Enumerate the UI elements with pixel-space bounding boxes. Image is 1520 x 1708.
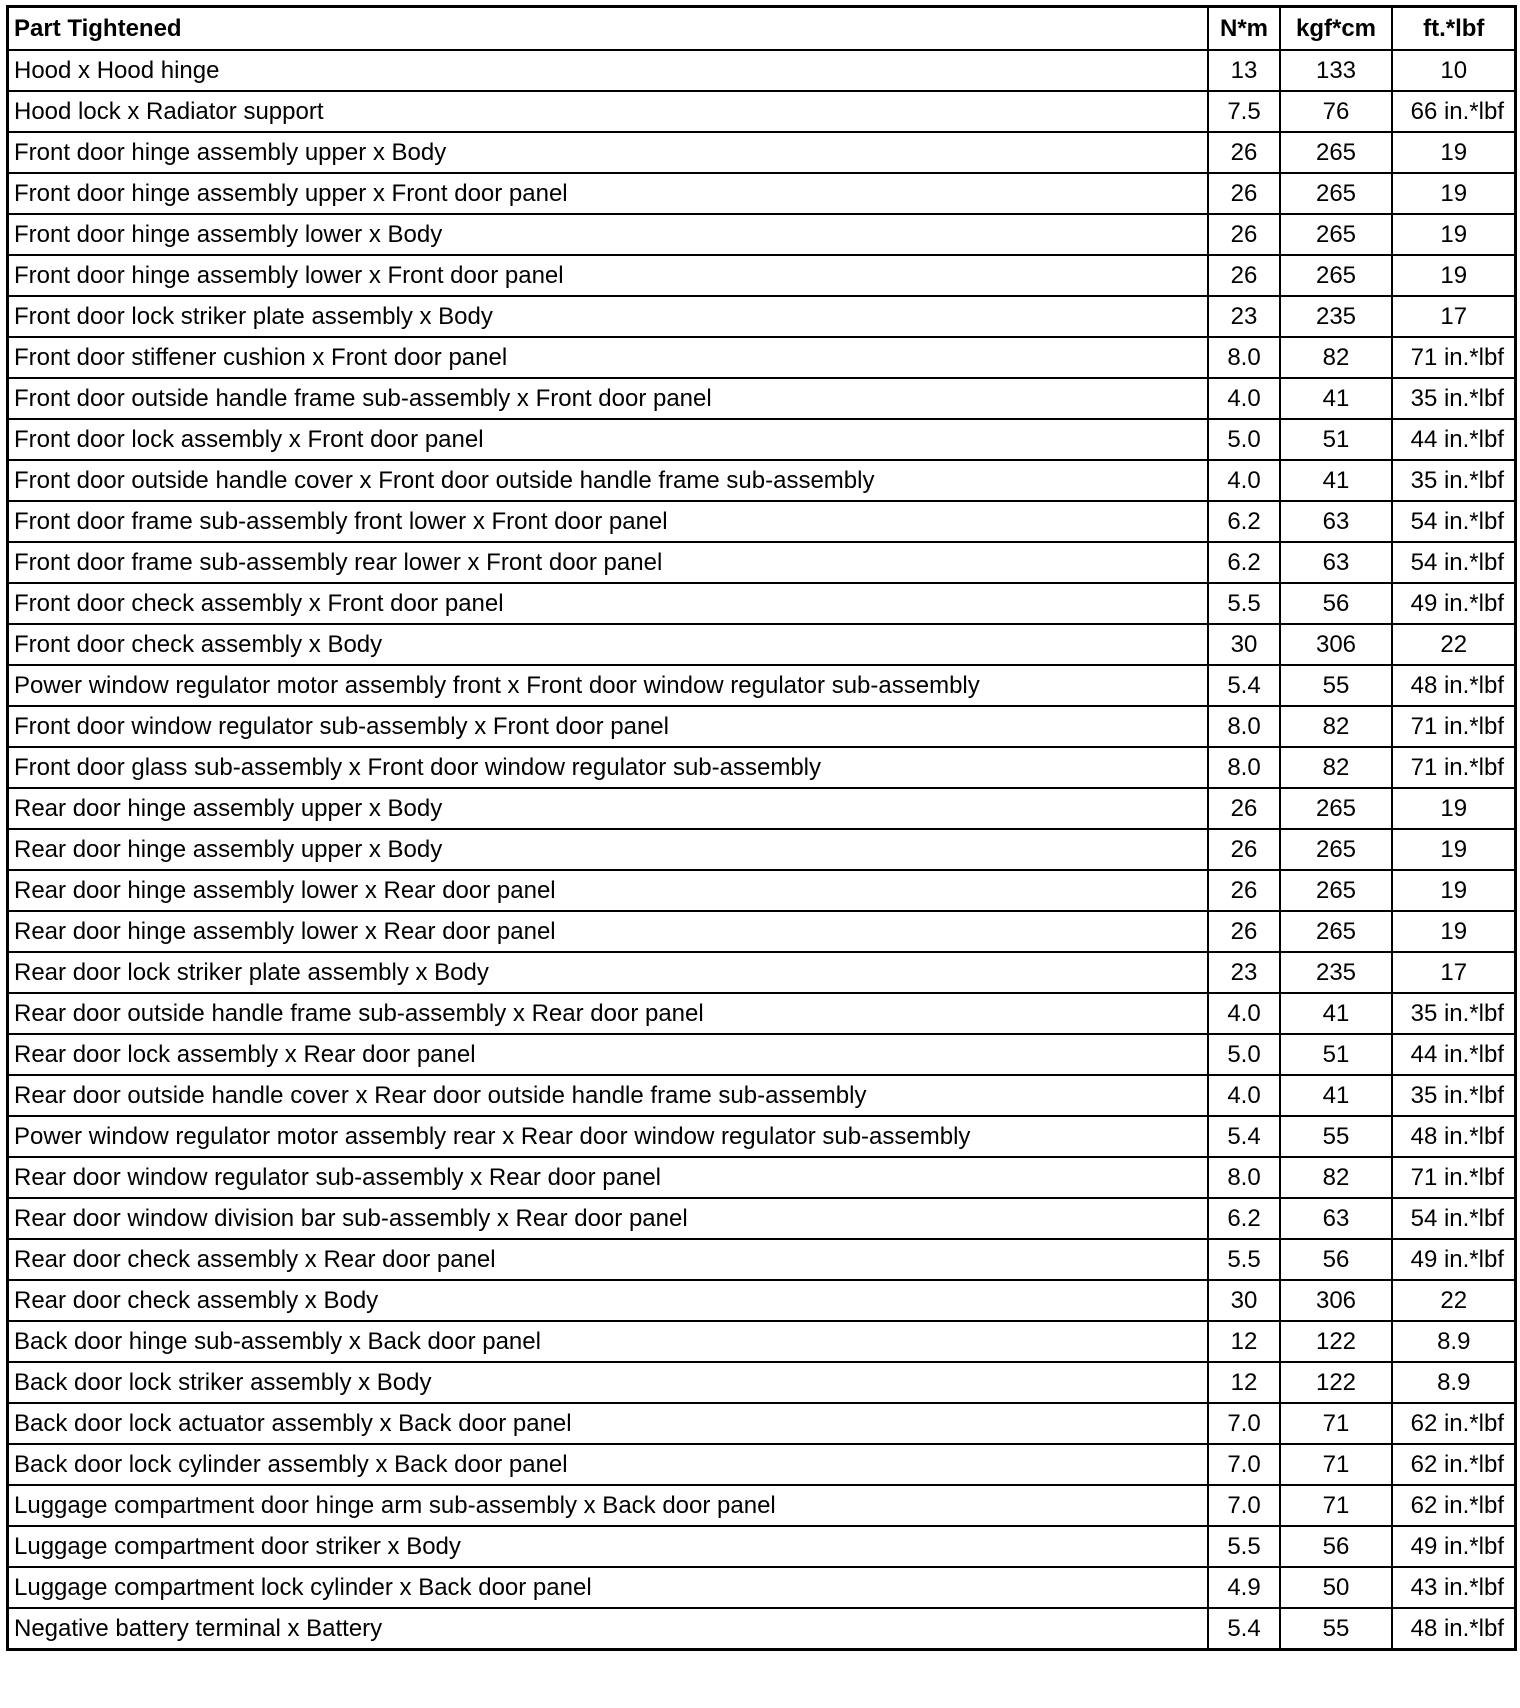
part-tightened-cell: Power window regulator motor assembly rear x Rear door window regulator sub-assembly [8,1116,1208,1157]
ftlbf-cell: 19 [1392,829,1516,870]
kgfcm-cell: 56 [1280,583,1392,624]
kgfcm-cell: 55 [1280,1116,1392,1157]
nm-cell: 7.5 [1208,91,1280,132]
ftlbf-cell: 35 in.*lbf [1392,460,1516,501]
nm-cell: 12 [1208,1362,1280,1403]
nm-cell: 8.0 [1208,337,1280,378]
kgfcm-cell: 41 [1280,993,1392,1034]
torque-specification-table [6,5,1517,1651]
kgfcm-cell: 82 [1280,337,1392,378]
kgfcm-cell: 76 [1280,91,1392,132]
kgfcm-cell: 82 [1280,747,1392,788]
nm-cell: 5.4 [1208,1116,1280,1157]
nm-cell: 23 [1208,952,1280,993]
header-part-tightened: Part Tightened [8,7,1208,51]
part-tightened-cell: Rear door check assembly x Rear door panel [8,1239,1208,1280]
part-tightened-cell: Rear door outside handle cover x Rear door outside handle frame sub-assembly [8,1075,1208,1116]
table-row [8,1034,1516,1075]
nm-cell: 4.0 [1208,460,1280,501]
kgfcm-cell: 265 [1280,255,1392,296]
table-row [8,91,1516,132]
nm-cell: 7.0 [1208,1444,1280,1485]
nm-cell: 8.0 [1208,1157,1280,1198]
table-row [8,173,1516,214]
kgfcm-cell: 63 [1280,542,1392,583]
kgfcm-cell: 41 [1280,460,1392,501]
kgfcm-cell: 63 [1280,501,1392,542]
ftlbf-cell: 43 in.*lbf [1392,1567,1516,1608]
nm-cell: 4.0 [1208,993,1280,1034]
table-row [8,255,1516,296]
ftlbf-cell: 35 in.*lbf [1392,378,1516,419]
table-row [8,1526,1516,1567]
kgfcm-cell: 235 [1280,296,1392,337]
table-row [8,419,1516,460]
ftlbf-cell: 35 in.*lbf [1392,1075,1516,1116]
part-tightened-cell: Power window regulator motor assembly front x Front door window regulator sub-assembly [8,665,1208,706]
part-tightened-cell: Rear door lock assembly x Rear door panel [8,1034,1208,1075]
kgfcm-cell: 265 [1280,829,1392,870]
part-tightened-cell: Front door hinge assembly lower x Body [8,214,1208,255]
nm-cell: 8.0 [1208,706,1280,747]
ftlbf-cell: 54 in.*lbf [1392,542,1516,583]
kgfcm-cell: 41 [1280,378,1392,419]
part-tightened-cell: Front door check assembly x Body [8,624,1208,665]
table-row [8,1444,1516,1485]
part-tightened-cell: Front door hinge assembly upper x Body [8,132,1208,173]
table-row [8,665,1516,706]
ftlbf-cell: 49 in.*lbf [1392,1239,1516,1280]
part-tightened-cell: Hood x Hood hinge [8,50,1208,91]
ftlbf-cell: 10 [1392,50,1516,91]
nm-cell: 26 [1208,829,1280,870]
table-row [8,337,1516,378]
table-row [8,1485,1516,1526]
nm-cell: 5.4 [1208,1608,1280,1650]
ftlbf-cell: 54 in.*lbf [1392,501,1516,542]
part-tightened-cell: Back door hinge sub-assembly x Back door panel [8,1321,1208,1362]
table-header [8,7,1516,51]
part-tightened-cell: Rear door window regulator sub-assembly x Rear door panel [8,1157,1208,1198]
table-row [8,1075,1516,1116]
header-row [8,7,1516,51]
part-tightened-cell: Front door glass sub-assembly x Front door window regulator sub-assembly [8,747,1208,788]
ftlbf-cell: 8.9 [1392,1362,1516,1403]
kgfcm-cell: 55 [1280,1608,1392,1650]
nm-cell: 6.2 [1208,542,1280,583]
ftlbf-cell: 22 [1392,1280,1516,1321]
kgfcm-cell: 71 [1280,1444,1392,1485]
table-row [8,460,1516,501]
table-row [8,1608,1516,1650]
kgfcm-cell: 306 [1280,624,1392,665]
table-row [8,993,1516,1034]
table-row [8,132,1516,173]
part-tightened-cell: Hood lock x Radiator support [8,91,1208,132]
ftlbf-cell: 54 in.*lbf [1392,1198,1516,1239]
kgfcm-cell: 63 [1280,1198,1392,1239]
table-row [8,1239,1516,1280]
nm-cell: 26 [1208,911,1280,952]
ftlbf-cell: 49 in.*lbf [1392,1526,1516,1567]
kgfcm-cell: 265 [1280,132,1392,173]
kgfcm-cell: 82 [1280,1157,1392,1198]
kgfcm-cell: 122 [1280,1321,1392,1362]
kgfcm-cell: 306 [1280,1280,1392,1321]
ftlbf-cell: 62 in.*lbf [1392,1485,1516,1526]
kgfcm-cell: 71 [1280,1403,1392,1444]
table-row [8,952,1516,993]
part-tightened-cell: Front door lock assembly x Front door panel [8,419,1208,460]
ftlbf-cell: 19 [1392,173,1516,214]
kgfcm-cell: 50 [1280,1567,1392,1608]
part-tightened-cell: Front door lock striker plate assembly x Body [8,296,1208,337]
table-row [8,870,1516,911]
header-nm: N*m [1208,7,1280,51]
part-tightened-cell: Front door frame sub-assembly rear lower x Front door panel [8,542,1208,583]
ftlbf-cell: 19 [1392,788,1516,829]
table-row [8,542,1516,583]
table-row [8,747,1516,788]
table-row [8,1116,1516,1157]
part-tightened-cell: Rear door lock striker plate assembly x Body [8,952,1208,993]
table-row [8,788,1516,829]
ftlbf-cell: 71 in.*lbf [1392,337,1516,378]
ftlbf-cell: 62 in.*lbf [1392,1444,1516,1485]
table-row [8,1403,1516,1444]
kgfcm-cell: 265 [1280,911,1392,952]
nm-cell: 26 [1208,255,1280,296]
ftlbf-cell: 71 in.*lbf [1392,706,1516,747]
kgfcm-cell: 71 [1280,1485,1392,1526]
part-tightened-cell: Front door outside handle frame sub-assembly x Front door panel [8,378,1208,419]
nm-cell: 26 [1208,173,1280,214]
header-kgfcm: kgf*cm [1280,7,1392,51]
table-row [8,583,1516,624]
kgfcm-cell: 265 [1280,214,1392,255]
part-tightened-cell: Front door hinge assembly lower x Front door panel [8,255,1208,296]
part-tightened-cell: Front door outside handle cover x Front door outside handle frame sub-assembly [8,460,1208,501]
ftlbf-cell: 22 [1392,624,1516,665]
nm-cell: 5.0 [1208,419,1280,460]
ftlbf-cell: 62 in.*lbf [1392,1403,1516,1444]
part-tightened-cell: Rear door hinge assembly upper x Body [8,829,1208,870]
ftlbf-cell: 8.9 [1392,1321,1516,1362]
nm-cell: 26 [1208,214,1280,255]
part-tightened-cell: Front door stiffener cushion x Front door panel [8,337,1208,378]
kgfcm-cell: 235 [1280,952,1392,993]
table-row [8,214,1516,255]
ftlbf-cell: 19 [1392,911,1516,952]
nm-cell: 6.2 [1208,501,1280,542]
part-tightened-cell: Front door check assembly x Front door panel [8,583,1208,624]
table-row [8,624,1516,665]
nm-cell: 5.5 [1208,1239,1280,1280]
ftlbf-cell: 19 [1392,214,1516,255]
ftlbf-cell: 49 in.*lbf [1392,583,1516,624]
part-tightened-cell: Rear door window division bar sub-assembly x Rear door panel [8,1198,1208,1239]
part-tightened-cell: Luggage compartment door hinge arm sub-assembly x Back door panel [8,1485,1208,1526]
ftlbf-cell: 71 in.*lbf [1392,1157,1516,1198]
nm-cell: 5.5 [1208,583,1280,624]
kgfcm-cell: 56 [1280,1239,1392,1280]
table-row [8,296,1516,337]
nm-cell: 12 [1208,1321,1280,1362]
ftlbf-cell: 17 [1392,952,1516,993]
header-ftlbf: ft.*lbf [1392,7,1516,51]
part-tightened-cell: Negative battery terminal x Battery [8,1608,1208,1650]
nm-cell: 26 [1208,788,1280,829]
table-row [8,1567,1516,1608]
ftlbf-cell: 19 [1392,870,1516,911]
kgfcm-cell: 51 [1280,419,1392,460]
kgfcm-cell: 82 [1280,706,1392,747]
ftlbf-cell: 17 [1392,296,1516,337]
kgfcm-cell: 122 [1280,1362,1392,1403]
table-row [8,501,1516,542]
ftlbf-cell: 71 in.*lbf [1392,747,1516,788]
kgfcm-cell: 265 [1280,788,1392,829]
part-tightened-cell: Rear door outside handle frame sub-assembly x Rear door panel [8,993,1208,1034]
part-tightened-cell: Back door lock striker assembly x Body [8,1362,1208,1403]
nm-cell: 30 [1208,1280,1280,1321]
part-tightened-cell: Front door hinge assembly upper x Front door panel [8,173,1208,214]
kgfcm-cell: 41 [1280,1075,1392,1116]
table-body [8,50,1516,1650]
ftlbf-cell: 44 in.*lbf [1392,419,1516,460]
part-tightened-cell: Front door frame sub-assembly front lower x Front door panel [8,501,1208,542]
table-row [8,1198,1516,1239]
table-row [8,706,1516,747]
table-row [8,50,1516,91]
table-row [8,1321,1516,1362]
nm-cell: 4.0 [1208,1075,1280,1116]
ftlbf-cell: 48 in.*lbf [1392,665,1516,706]
nm-cell: 23 [1208,296,1280,337]
nm-cell: 5.0 [1208,1034,1280,1075]
nm-cell: 6.2 [1208,1198,1280,1239]
nm-cell: 26 [1208,132,1280,173]
table-row [8,1280,1516,1321]
kgfcm-cell: 265 [1280,870,1392,911]
part-tightened-cell: Front door window regulator sub-assembly x Front door panel [8,706,1208,747]
nm-cell: 26 [1208,870,1280,911]
part-tightened-cell: Back door lock cylinder assembly x Back door panel [8,1444,1208,1485]
ftlbf-cell: 35 in.*lbf [1392,993,1516,1034]
part-tightened-cell: Luggage compartment door striker x Body [8,1526,1208,1567]
nm-cell: 30 [1208,624,1280,665]
ftlbf-cell: 19 [1392,255,1516,296]
part-tightened-cell: Rear door hinge assembly lower x Rear door panel [8,911,1208,952]
ftlbf-cell: 48 in.*lbf [1392,1116,1516,1157]
nm-cell: 7.0 [1208,1485,1280,1526]
part-tightened-cell: Rear door hinge assembly lower x Rear door panel [8,870,1208,911]
nm-cell: 4.0 [1208,378,1280,419]
kgfcm-cell: 51 [1280,1034,1392,1075]
ftlbf-cell: 44 in.*lbf [1392,1034,1516,1075]
ftlbf-cell: 66 in.*lbf [1392,91,1516,132]
table-row [8,378,1516,419]
kgfcm-cell: 56 [1280,1526,1392,1567]
part-tightened-cell: Rear door hinge assembly upper x Body [8,788,1208,829]
table-row [8,1157,1516,1198]
kgfcm-cell: 55 [1280,665,1392,706]
nm-cell: 13 [1208,50,1280,91]
nm-cell: 5.5 [1208,1526,1280,1567]
nm-cell: 8.0 [1208,747,1280,788]
kgfcm-cell: 133 [1280,50,1392,91]
kgfcm-cell: 265 [1280,173,1392,214]
part-tightened-cell: Rear door check assembly x Body [8,1280,1208,1321]
nm-cell: 4.9 [1208,1567,1280,1608]
table-row [8,829,1516,870]
table-row [8,1362,1516,1403]
table-row [8,911,1516,952]
nm-cell: 7.0 [1208,1403,1280,1444]
nm-cell: 5.4 [1208,665,1280,706]
ftlbf-cell: 19 [1392,132,1516,173]
ftlbf-cell: 48 in.*lbf [1392,1608,1516,1650]
part-tightened-cell: Luggage compartment lock cylinder x Back door panel [8,1567,1208,1608]
part-tightened-cell: Back door lock actuator assembly x Back door panel [8,1403,1208,1444]
